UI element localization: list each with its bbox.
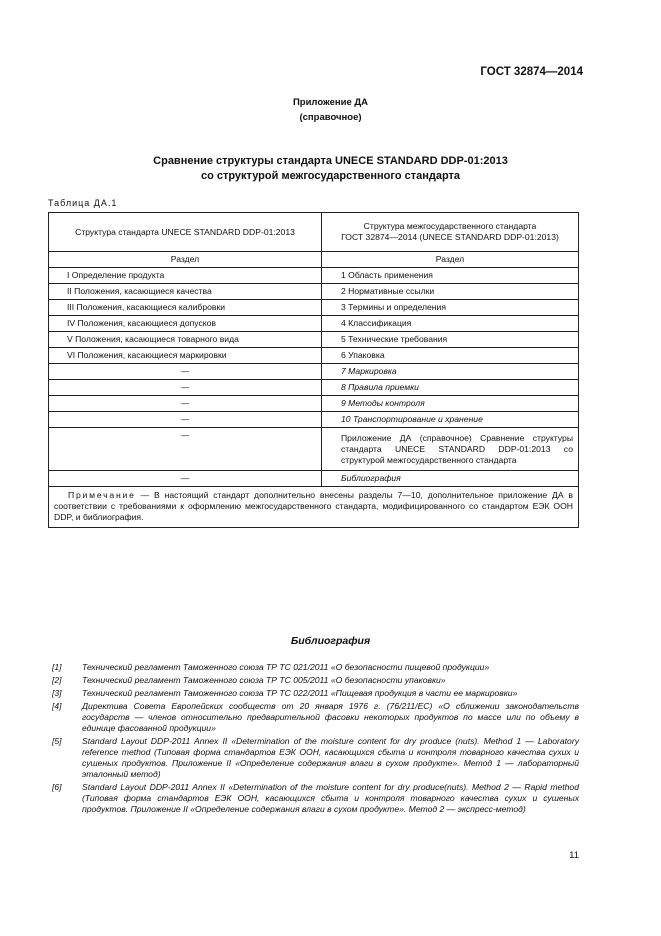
comparison-title-line-2: со структурой межгосударственного стандарта <box>200 170 461 182</box>
table-cell-right: 8 Правила приемки <box>322 380 579 396</box>
table-cell-right: Приложение ДА (справочное) Сравнение структуры стандарта UNECE STANDARD DDP-01:2013 со структурой межгосударственного стандарта <box>322 428 579 471</box>
table-cell-right: 4 Классификация <box>322 316 579 332</box>
bibliography-item-number: [2] <box>52 675 62 685</box>
standard-code: ГОСТ 32874—2014 <box>480 66 583 78</box>
table-row <box>49 412 579 428</box>
bibliography-list <box>52 662 579 817</box>
table-cell-right: 7 Маркировка <box>322 364 579 380</box>
table-cell-right: 6 Упаковка <box>322 348 579 364</box>
bibliography-item-text: Директива Совета Европейских сообществ от 20 января 1976 г. (76/211/ЕС) «О сближении законодательств государств — членов относительно предварительной фасовки некоторых продуктов по массе или по объему в единице фасованной продукции» <box>82 701 579 733</box>
bibliography-item-number: [6] <box>52 782 62 792</box>
bibliography-item <box>52 662 579 673</box>
table-row <box>49 316 579 332</box>
subheader-left-cell: Раздел <box>49 252 322 268</box>
table-row <box>49 284 579 300</box>
header-right-line-1: Структура межгосударственного стандарта <box>363 221 537 231</box>
table-row <box>49 428 579 471</box>
table-row <box>49 300 579 316</box>
table-subheader-row <box>49 252 579 268</box>
table-row <box>49 471 579 487</box>
table-row <box>49 332 579 348</box>
table-cell-left: — <box>49 471 322 487</box>
note-text: — В настоящий стандарт дополнительно внесены разделы 7—10, дополнительное приложение ДА в соответствии с требованиями к оформлению межгосударственного стандарта, модифицированного со стандартом ЕЭК ООН DDP, и библиография. <box>54 490 573 522</box>
bibliography-item <box>52 701 579 734</box>
table-row <box>49 364 579 380</box>
table-cell-left: V Положения, касающиеся товарного вида <box>49 332 322 348</box>
table-cell-left: III Положения, касающиеся калибровки <box>49 300 322 316</box>
table-cell-right: 2 Нормативные ссылки <box>322 284 579 300</box>
table-cell-right: 1 Область применения <box>322 268 579 284</box>
table-cell-left: — <box>49 364 322 380</box>
table-cell-left: VI Положения, касающиеся маркировки <box>49 348 322 364</box>
bibliography-item-text: Технический регламент Таможенного союза ТР ТС 005/2011 «О безопасности упаковки» <box>82 675 446 685</box>
table-cell-right: 10 Транспортирование и хранение <box>322 412 579 428</box>
table-cell-left: I Определение продукта <box>49 268 322 284</box>
table-note <box>49 487 579 528</box>
appendix-title: Приложение ДА <box>292 97 369 108</box>
bibliography-item-text: Standard Layout DDP-2011 Annex II «Determination of the moisture content for dry produce(nuts). Method 2 — Rapid method (Типовая форма стандартов ЕЭК ООН, касающихся сбыта и контроля товарного качества сухих и сушеных продуктов. Приложение II «Определение содержания влаги в сухом продукте». Метод 2 — экспресс-метод) <box>82 782 579 814</box>
structure-comparison-table <box>48 212 579 528</box>
table-cell-left: — <box>49 428 322 471</box>
bibliography-item <box>52 736 579 780</box>
bibliography-item-text: Технический регламент Таможенного союза ТР ТС 021/2011 «О безопасности пищевой продукции» <box>82 662 490 672</box>
table-cell-left: — <box>49 412 322 428</box>
bibliography-item <box>52 675 579 686</box>
table-cell-left: — <box>49 380 322 396</box>
header-right-cell <box>322 213 579 252</box>
bibliography-item-number: [5] <box>52 736 62 746</box>
appendix-heading <box>0 95 661 125</box>
table-row <box>49 348 579 364</box>
table-cell-left: IV Положения, касающиеся допусков <box>49 316 322 332</box>
header-right-line-2: ГОСТ 32874—2014 (UNECE STANDARD DDP-01:2013) <box>341 232 559 242</box>
appendix-subtitle: (справочное) <box>299 112 362 123</box>
table-row <box>49 396 579 412</box>
comparison-title <box>0 154 661 184</box>
table-row <box>49 268 579 284</box>
table-row <box>49 380 579 396</box>
bibliography-item <box>52 688 579 699</box>
table-cell-right: Библиография <box>322 471 579 487</box>
bibliography-title: Библиография <box>290 635 371 647</box>
comparison-title-line-1: Сравнение структуры стандарта UNECE STANDARD DDP-01:2013 <box>153 155 508 167</box>
header-left-cell: Структура стандарта UNECE STANDARD DDP-01:2013 <box>49 213 322 252</box>
table-header-row <box>49 213 579 252</box>
table-cell-right: 3 Термины и определения <box>322 300 579 316</box>
subheader-right-cell: Раздел <box>322 252 579 268</box>
bibliography-item <box>52 782 579 815</box>
note-label: Примечание <box>68 490 136 500</box>
page-number: 11 <box>569 850 579 861</box>
bibliography-item-number: [1] <box>52 662 62 672</box>
bibliography-item-text: Технический регламент Таможенного союза ТР ТС 022/2011 «Пищевая продукция в части ее маркировки» <box>82 688 518 698</box>
bibliography-item-text: Standard Layout DDP-2011 Annex II «Determination of the moisture content for dry produce (nuts). Method 1 — Laboratory reference method (Типовая форма стандартов ЕЭК ООН, касающихся сбыта и контроля товарного качества сухих и сушеных продуктов. Приложение II «Определение содержания влаги в сухом продукте». Метод 1 — лабораторный эталонный метод) <box>82 736 579 779</box>
table-cell-left: — <box>49 396 322 412</box>
table-cell-right: 5 Технические требования <box>322 332 579 348</box>
table-cell-right: 9 Методы контроля <box>322 396 579 412</box>
table-label: Таблица ДА.1 <box>48 198 118 208</box>
bibliography-item-number: [3] <box>52 688 62 698</box>
bibliography-item-number: [4] <box>52 701 62 711</box>
table-note-row <box>49 487 579 528</box>
table-cell-left: II Положения, касающиеся качества <box>49 284 322 300</box>
